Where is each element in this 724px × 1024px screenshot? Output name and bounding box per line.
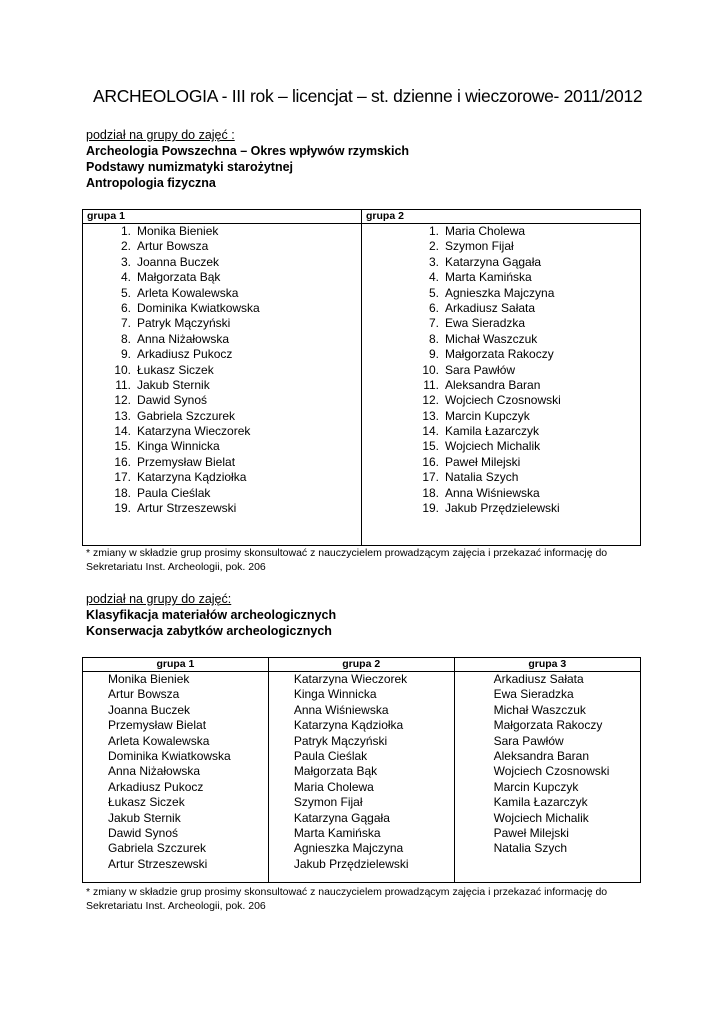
section1-intro: podział na grupy do zajęć :: [86, 128, 235, 142]
section2-footnote: [86, 885, 646, 913]
list-item: Joanna Buczek: [108, 702, 191, 717]
section2-subject: Klasyfikacja materiałów archeologicznych: [86, 608, 337, 622]
list-item: 18. Paula Cieślak: [114, 485, 211, 500]
list-item: 7. Patryk Mączyński: [120, 316, 231, 331]
list-item: 4. Marta Kamińska: [428, 270, 532, 285]
section1-header: [86, 127, 409, 191]
list-item: 8. Anna Niżałowska: [120, 331, 230, 346]
list-item: Sara Pawłów: [493, 733, 564, 748]
list-item: 6. Arkadiusz Sałata: [428, 300, 536, 315]
student-name: Patryk Mączyński: [137, 316, 231, 331]
section1-subject: Archeologia Powszechna – Okres wpływów rzymskich: [86, 144, 410, 158]
student-name: Maria Cholewa: [445, 224, 526, 238]
list-item: 17. Katarzyna Kądziołka: [114, 470, 247, 485]
group1-list: [83, 224, 361, 516]
student-name: Szymon Fijał: [445, 239, 514, 254]
list-item: Wojciech Czosnowski: [493, 764, 610, 779]
list-item: Kamila Łazarczyk: [493, 795, 588, 810]
list-item: Ewa Sieradzka: [493, 687, 574, 702]
list-item: Jakub Przędzielewski: [293, 856, 409, 871]
list-item: 9. Arkadiusz Pukocz: [120, 347, 233, 362]
group1-header: grupa 1: [83, 210, 362, 224]
list-item: 5. Arleta Kowalewska: [120, 285, 239, 300]
list-item: Dominika Kwiatkowska: [108, 748, 231, 763]
list-item: 5. Agnieszka Majczyna: [428, 285, 555, 300]
list-item: 13. Gabriela Szczurek: [114, 408, 236, 423]
list-item: Małgorzata Rakoczy: [493, 718, 603, 733]
student-name: Artur Strzeszewski: [137, 501, 237, 516]
list-item: Marcin Kupczyk: [493, 779, 579, 794]
list-item: 7. Ewa Sieradzka: [428, 316, 526, 331]
list-item: 14. Kamila Łazarczyk: [422, 424, 540, 439]
list-item: Katarzyna Wieczorek: [293, 672, 408, 686]
list-item: Artur Bowsza: [108, 687, 180, 702]
list-item: Przemysław Bielat: [108, 718, 207, 733]
student-name: Wojciech Michalik: [445, 439, 541, 454]
list-item: Szymon Fijał: [293, 795, 363, 810]
list-item: 15. Wojciech Michalik: [422, 439, 541, 454]
list-item: Paweł Milejski: [493, 825, 569, 840]
list-item: 19. Artur Strzeszewski: [114, 501, 237, 516]
list-item: 13. Marcin Kupczyk: [422, 408, 530, 423]
list-item: Michał Waszczuk: [493, 702, 586, 717]
student-name: Dawid Synoś: [137, 393, 208, 408]
footnote-line: Sekretariatu Inst. Archeologii, pok. 206: [86, 561, 266, 573]
list-item: 18. Anna Wiśniewska: [422, 485, 540, 500]
list-item: Anna Wiśniewska: [293, 702, 389, 717]
group2-list: [269, 672, 454, 872]
list-item: 15. Kinga Winnicka: [114, 439, 220, 454]
list-item: 1. Maria Cholewa: [428, 224, 526, 238]
student-name: Wojciech Czosnowski: [445, 393, 561, 408]
student-name: Michał Waszczuk: [445, 331, 538, 346]
list-item: 10. Łukasz Siczek: [114, 362, 214, 377]
section2-groups-table: [82, 657, 641, 883]
student-name: Łukasz Siczek: [137, 362, 214, 377]
student-name: Monika Bieniek: [137, 224, 219, 238]
list-item: 16. Paweł Milejski: [422, 454, 521, 469]
list-item: Aleksandra Baran: [493, 748, 590, 763]
list-item: Katarzyna Kądziołka: [293, 718, 404, 733]
section1-footnote: [86, 546, 646, 574]
student-name: Arkadiusz Sałata: [445, 300, 536, 315]
group1-list: [83, 672, 268, 872]
student-name: Katarzyna Gągała: [445, 254, 542, 269]
list-item: 9. Małgorzata Rakoczy: [428, 347, 554, 362]
list-item: 2. Artur Bowsza: [120, 239, 209, 254]
group2-header: grupa 2: [362, 210, 641, 224]
list-item: 3. Joanna Buczek: [120, 254, 220, 269]
student-name: Kinga Winnicka: [137, 439, 220, 454]
list-item: Marta Kamińska: [293, 825, 381, 840]
section1-groups-table: [82, 209, 641, 546]
list-item: Dawid Synoś: [108, 825, 179, 840]
list-item: Maria Cholewa: [293, 779, 374, 794]
student-name: Arleta Kowalewska: [137, 285, 239, 300]
list-item: 3. Katarzyna Gągała: [428, 254, 542, 269]
section2-header: [86, 591, 336, 639]
list-item: Małgorzata Bąk: [293, 764, 378, 779]
footnote-line: * zmiany w składzie grup prosimy skonsultować z nauczycielem prowadzącym zajęcia i przekazać informację do: [86, 547, 608, 559]
list-item: 11. Jakub Sternik: [115, 377, 210, 392]
list-item: Kinga Winnicka: [293, 687, 377, 702]
student-name: Jakub Sternik: [137, 377, 210, 392]
list-item: 12. Dawid Synoś: [114, 393, 208, 408]
group2-header: grupa 2: [268, 658, 454, 672]
list-item: Gabriela Szczurek: [108, 841, 207, 856]
list-item: 16. Przemysław Bielat: [114, 454, 236, 469]
student-name: Katarzyna Kądziołka: [137, 470, 247, 485]
student-name: Małgorzata Bąk: [137, 270, 221, 285]
list-item: Wojciech Michalik: [493, 810, 589, 825]
footnote-line: * zmiany w składzie grup prosimy skonsultować z nauczycielem prowadzącym zajęcia i przekazać informację do: [86, 886, 608, 898]
page-title: ARCHEOLOGIA - III rok – licencjat – st. dzienne i wieczorowe- 2011/2012: [93, 86, 643, 106]
list-item: Łukasz Siczek: [108, 795, 185, 810]
list-item: Arkadiusz Pukocz: [108, 779, 204, 794]
student-name: Przemysław Bielat: [137, 454, 236, 469]
student-name: Natalia Szych: [445, 470, 519, 485]
student-name: Kamila Łazarczyk: [445, 424, 540, 439]
footnote-line: Sekretariatu Inst. Archeologii, pok. 206: [86, 900, 266, 912]
student-name: Paula Cieślak: [137, 485, 211, 500]
list-item: Katarzyna Gągała: [293, 810, 390, 825]
group2-list: [362, 224, 640, 516]
student-name: Małgorzata Rakoczy: [445, 347, 554, 362]
list-item: Patryk Mączyński: [293, 733, 388, 748]
student-name: Dominika Kwiatkowska: [137, 300, 260, 315]
list-item: 12. Wojciech Czosnowski: [422, 393, 561, 408]
section1-subject: Podstawy numizmatyki starożytnej: [86, 160, 294, 174]
list-item: 14. Katarzyna Wieczorek: [114, 424, 251, 439]
list-item: Anna Niżałowska: [108, 764, 201, 779]
list-item: 8. Michał Waszczuk: [428, 331, 538, 346]
list-item: Paula Cieślak: [293, 748, 368, 763]
list-item: 11. Aleksandra Baran: [423, 377, 541, 392]
list-item: Monika Bieniek: [108, 672, 190, 686]
section1-subject: Antropologia fizyczna: [86, 176, 216, 190]
student-name: Agnieszka Majczyna: [445, 285, 555, 300]
student-name: Artur Bowsza: [137, 239, 209, 254]
list-item: Agnieszka Majczyna: [293, 841, 404, 856]
list-item: 17. Natalia Szych: [422, 470, 519, 485]
group3-list: [455, 672, 640, 857]
list-item: Artur Strzeszewski: [108, 856, 208, 871]
list-item: 19. Jakub Przędzielewski: [422, 501, 560, 516]
list-item: Arleta Kowalewska: [108, 733, 210, 748]
student-name: Paweł Milejski: [445, 454, 521, 469]
list-item: Natalia Szych: [493, 841, 567, 856]
student-name: Aleksandra Baran: [445, 377, 541, 392]
student-name: Anna Niżałowska: [137, 331, 230, 346]
list-item: Arkadiusz Sałata: [493, 672, 584, 686]
student-name: Gabriela Szczurek: [137, 408, 236, 423]
list-item: 4. Małgorzata Bąk: [120, 270, 221, 285]
student-name: Ewa Sieradzka: [445, 316, 526, 331]
list-item: 6. Dominika Kwiatkowska: [120, 300, 260, 315]
list-item: 10. Sara Pawłów: [422, 362, 516, 377]
section2-intro: podział na grupy do zajęć:: [86, 592, 232, 606]
student-name: Marcin Kupczyk: [445, 408, 530, 423]
student-name: Anna Wiśniewska: [445, 485, 540, 500]
student-name: Jakub Przędzielewski: [445, 501, 560, 516]
student-name: Sara Pawłów: [445, 362, 516, 377]
student-name: Joanna Buczek: [137, 254, 220, 269]
section2-subject: Konserwacja zabytków archeologicznych: [86, 624, 332, 638]
student-name: Arkadiusz Pukocz: [137, 347, 233, 362]
student-name: Katarzyna Wieczorek: [137, 424, 251, 439]
list-item: Jakub Sternik: [108, 810, 181, 825]
list-item: 2. Szymon Fijał: [428, 239, 514, 254]
list-item: 1. Monika Bieniek: [120, 224, 219, 238]
group3-header: grupa 3: [454, 658, 640, 672]
group1-header: grupa 1: [83, 658, 269, 672]
student-name: Marta Kamińska: [445, 270, 532, 285]
